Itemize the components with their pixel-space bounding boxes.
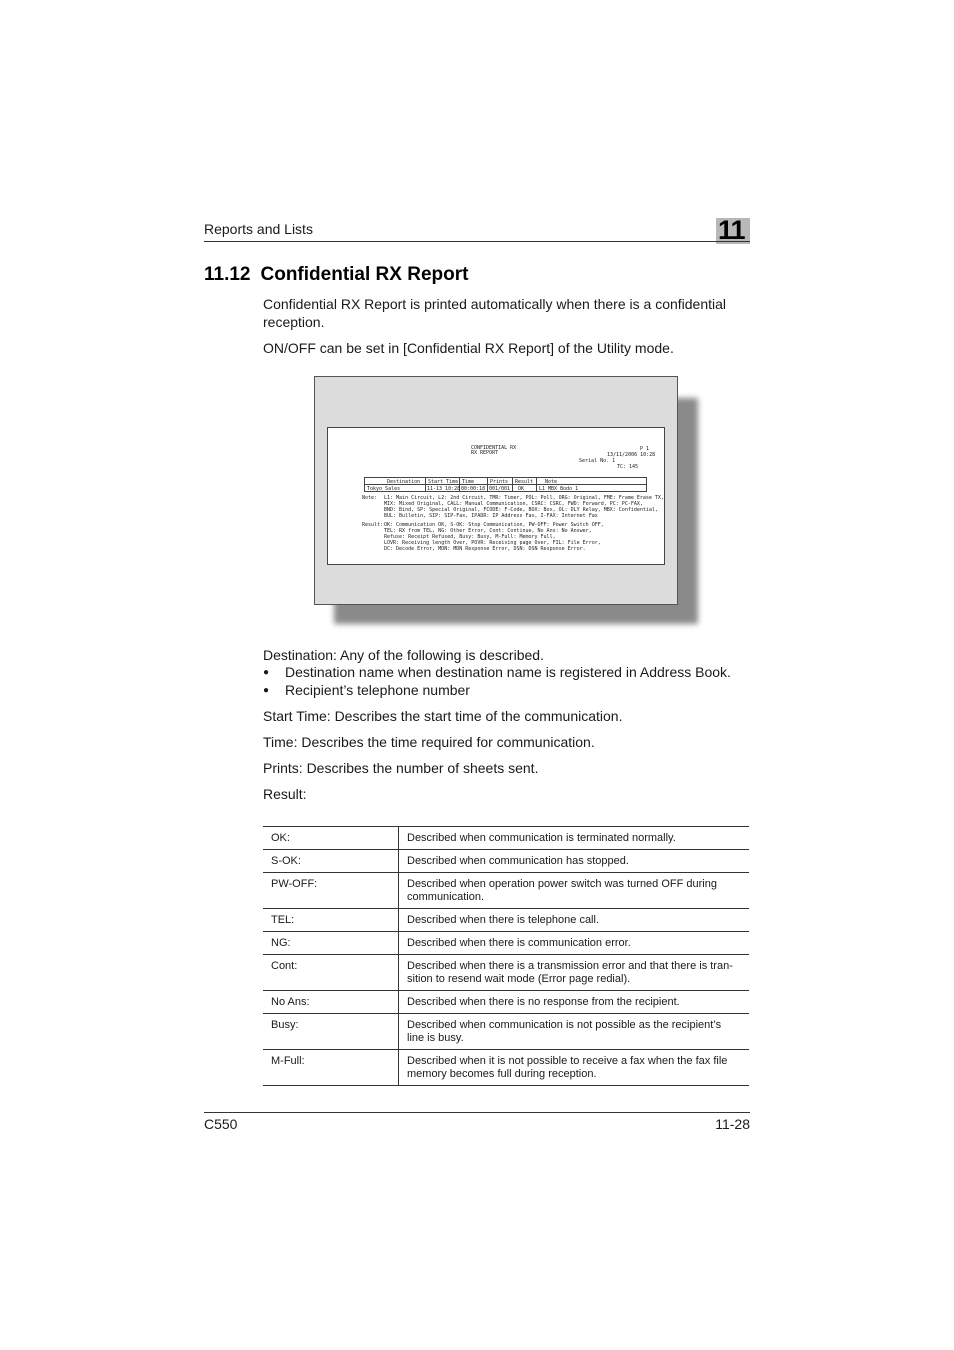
report-col-destination: Destination <box>387 479 421 485</box>
report-note-label: Note: <box>362 495 378 501</box>
result-desc: Described when there is telephone call. <box>399 909 750 932</box>
result-code: Cont: <box>263 955 399 991</box>
report-tc: TC: 145 <box>617 464 639 470</box>
result-table <box>263 826 749 1086</box>
prints-description: Prints: Describes the number of sheets sent. <box>263 760 539 776</box>
result-code: S-OK: <box>263 850 399 873</box>
report-result-line: OK: Communication OK, S-OK: Stop Communication, PW-OFF: Power Switch OFF, <box>384 522 604 528</box>
table-row <box>263 1014 749 1050</box>
report-title-line-1: CONFIDENTIAL RX <box>471 445 517 451</box>
report-col-prints: Prints <box>490 479 509 485</box>
destination-description: Destination: Any of the following is described. <box>263 647 544 663</box>
bullet-text: Recipient’s telephone number <box>285 682 470 698</box>
result-desc: Described when there is a transmission error and that there is tran-sition to resend wait mode (Error page redial). <box>399 955 750 991</box>
table-row <box>263 850 749 873</box>
start-time-description: Start Time: Describes the start time of the communication. <box>263 708 623 724</box>
table-row <box>263 932 749 955</box>
report-note-line: MIX: Mixed Original, CALL: Manual Communication, CSRC: CSRC, FWD: Forward, PC: PC-FAX, <box>384 501 643 507</box>
report-col-result: Result <box>515 479 534 485</box>
result-desc: Described when it is not possible to receive a fax when the fax file memory becomes full during reception. <box>399 1050 750 1086</box>
table-row <box>263 955 749 991</box>
footer-divider <box>204 1112 750 1113</box>
section-number: 11.12 <box>204 264 251 285</box>
result-table-body <box>263 827 749 1086</box>
report-result-line: LOVR: Receiving length Over, POVR: Receiving page Over, FIL: File Error, <box>384 540 601 546</box>
report-note-line: BND: Bind, SP: Special Original, FCODE: F-Code, BOX: Box, OL: DLY Relay, MBX: Confidential, <box>384 507 658 513</box>
bullet-item <box>263 682 470 698</box>
report-col-divider <box>536 478 537 491</box>
table-row <box>263 1050 749 1086</box>
table-row <box>263 873 749 909</box>
report-table <box>364 477 647 492</box>
report-col-note: Note <box>545 479 558 485</box>
report-page: P 1 <box>640 446 650 452</box>
report-col-divider <box>487 478 488 491</box>
section-heading <box>204 264 468 286</box>
result-desc: Described when communication is not possible as the recipient’s line is busy. <box>399 1014 750 1050</box>
footer-page-number: 11-28 <box>715 1116 750 1132</box>
report-serial: Serial No. 1 <box>579 458 616 464</box>
report-note-line: BUL: Bulletin, SIP: SIP-Fax, IPADR: IP Address Fax, I-FAX: Internet Fax <box>384 513 598 519</box>
result-desc: Described when communication has stopped. <box>399 850 750 873</box>
bullet-item <box>263 664 731 680</box>
result-code: M-Full: <box>263 1050 399 1086</box>
bullet-icon: ● <box>263 685 270 696</box>
result-code: No Ans: <box>263 991 399 1014</box>
report-result-line: TEL: RX from TEL, NG: Other Error, Cont: Continue, No Ans: No Answer, <box>384 528 592 534</box>
result-desc: Described when there is communication error. <box>399 932 750 955</box>
footer-model: C550 <box>204 1116 238 1132</box>
chapter-number: 11 <box>718 215 745 245</box>
report-col-start-time: Start Time <box>428 479 459 485</box>
running-header: Reports and Lists <box>204 221 313 237</box>
report-cell-prints: 001/001 <box>489 486 511 492</box>
result-description: Result: <box>263 786 307 802</box>
report-col-time: Time <box>462 479 475 485</box>
report-cell-time: 00:00:18 <box>461 486 486 492</box>
report-col-divider <box>425 478 426 491</box>
report-result-line: DC: Decode Error, MDN: MDN Response Error, DSN: DSN Response Error. <box>384 546 586 552</box>
report-cell-destination: Tokyo Sales <box>367 486 401 492</box>
time-description: Time: Describes the time required for communication. <box>263 734 595 750</box>
report-result-label: Result: <box>362 522 384 528</box>
result-code: TEL: <box>263 909 399 932</box>
result-desc: Described when communication is terminated normally. <box>399 827 750 850</box>
report-date: 13/11/2006 10:28 <box>607 452 656 458</box>
result-code: OK: <box>263 827 399 850</box>
report-cell-start-time: 11-13 10:28 <box>427 486 461 492</box>
report-cell-note: L1 MBX Bodo 1 <box>539 486 579 492</box>
report-note-line: L1: Main Circuit, L2: 2nd Circuit, TMR: Timer, POL: Poll, ORG: Original, FME: Frame Erase TX, <box>384 495 664 501</box>
report-cell-result: OK <box>518 486 525 492</box>
bullet-text: Destination name when destination name is registered in Address Book. <box>285 664 731 680</box>
report-printout <box>327 427 665 565</box>
table-row <box>263 909 749 932</box>
result-code: Busy: <box>263 1014 399 1050</box>
result-code: NG: <box>263 932 399 955</box>
report-title-line-2: RX REPORT <box>471 450 499 456</box>
result-desc: Described when operation power switch was turned OFF during communication. <box>399 873 750 909</box>
report-result-line: Refuse: Receipt Refused, Busy: Busy, M-Full: Memory Full, <box>384 534 556 540</box>
table-row <box>263 991 749 1014</box>
header-divider <box>204 241 750 242</box>
intro-paragraph-2: ON/OFF can be set in [Confidential RX Report] of the Utility mode. <box>263 340 674 356</box>
table-row <box>263 827 749 850</box>
intro-paragraph-1: Confidential RX Report is printed automatically when there is a confidential reception. <box>263 296 727 330</box>
section-title: Confidential RX Report <box>260 264 469 285</box>
result-desc: Described when there is no response from the recipient. <box>399 991 750 1014</box>
result-code: PW-OFF: <box>263 873 399 909</box>
bullet-icon: ● <box>263 667 270 678</box>
report-col-divider <box>512 478 513 491</box>
